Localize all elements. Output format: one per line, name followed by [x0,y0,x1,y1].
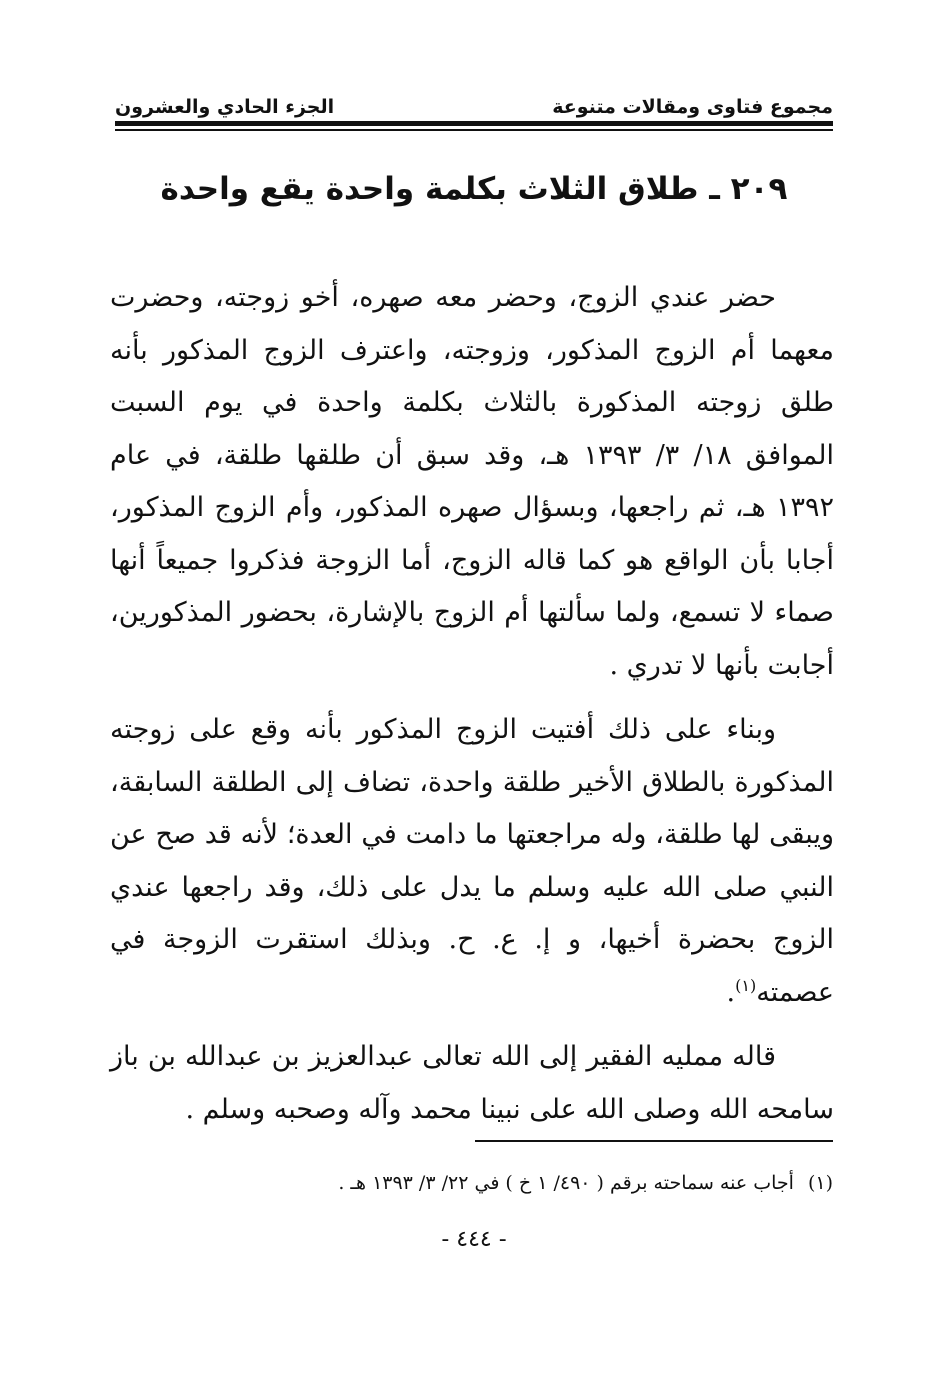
footnote-rule [475,1140,833,1142]
running-header [115,86,833,118]
footnote-reference[interactable]: (١) [735,975,757,995]
body-text [110,272,834,1136]
paragraph-1: حضر عندي الزوج، وحضر معه صهره، أخو زوجته، وحضرت معهما أم الزوج المذكور، وزوجته، واعترف الزوج المذكور بأنه طلق زوجته المذكورة بالثلاث بكلمة واحدة في يوم السبت الموافق ١٨/ ٣/ ١٣٩٣ هـ، وقد سبق أن طلقها طلقة، في عام ١٣٩٢ هـ، ثم راجعها، وبسؤال صهره المذكور، وأم الزوج المذكور، أجابا بأن الواقع هو كما قاله الزوج، أما الزوجة فذكروا جميعاً أنها صماء لا تسمع، ولما سألتها أم الزوج بالإشارة، بحضور المذكورين، أجابت بأنها لا تدري . [110,282,834,681]
paragraph-2 [110,704,834,1019]
paragraph-2-end: . [726,976,736,1008]
book-title: مجموع فتاوى ومقالات متنوعة [552,96,833,118]
footnote [115,1168,833,1198]
footnote-number: (١) [807,1172,833,1194]
volume-label: الجزء الحادي والعشرون [115,96,335,118]
footnote-text: أجاب عنه سماحته برقم ( ٤٩٠/ ١ خ ) في ٢٢/ ٣/ ١٣٩٣ هـ . [338,1172,794,1194]
paragraph-3: قاله ممليه الفقير إلى الله تعالى عبدالعزيز بن عبدالله بن باز سامحه الله وصلى الله على نبينا محمد وآله وصحبه وسلم . [110,1041,834,1125]
header-rule-thick [115,121,833,126]
chapter-title: ٢٠٩ ـ طلاق الثلاث بكلمة واحدة يقع واحدة [160,171,788,207]
page-number: - ٤٤٤ - [441,1227,507,1252]
paragraph-2-text: وبناء على ذلك أفتيت الزوج المذكور بأنه وقع على زوجته المذكورة بالطلاق الأخير طلقة واحدة، تضاف إلى الطلقة السابقة، ويبقى لها طلقة، وله مراجعتها ما دامت في العدة؛ لأنه قد صح عن النبي صلى الله عليه وسلم ما يدل على ذلك، وقد راجعها عندي الزوج بحضرة أخيها، و إ. ع. ح. وبذلك استقرت الزوجة في عصمته [110,714,834,1008]
header-rule-thin [115,129,833,131]
